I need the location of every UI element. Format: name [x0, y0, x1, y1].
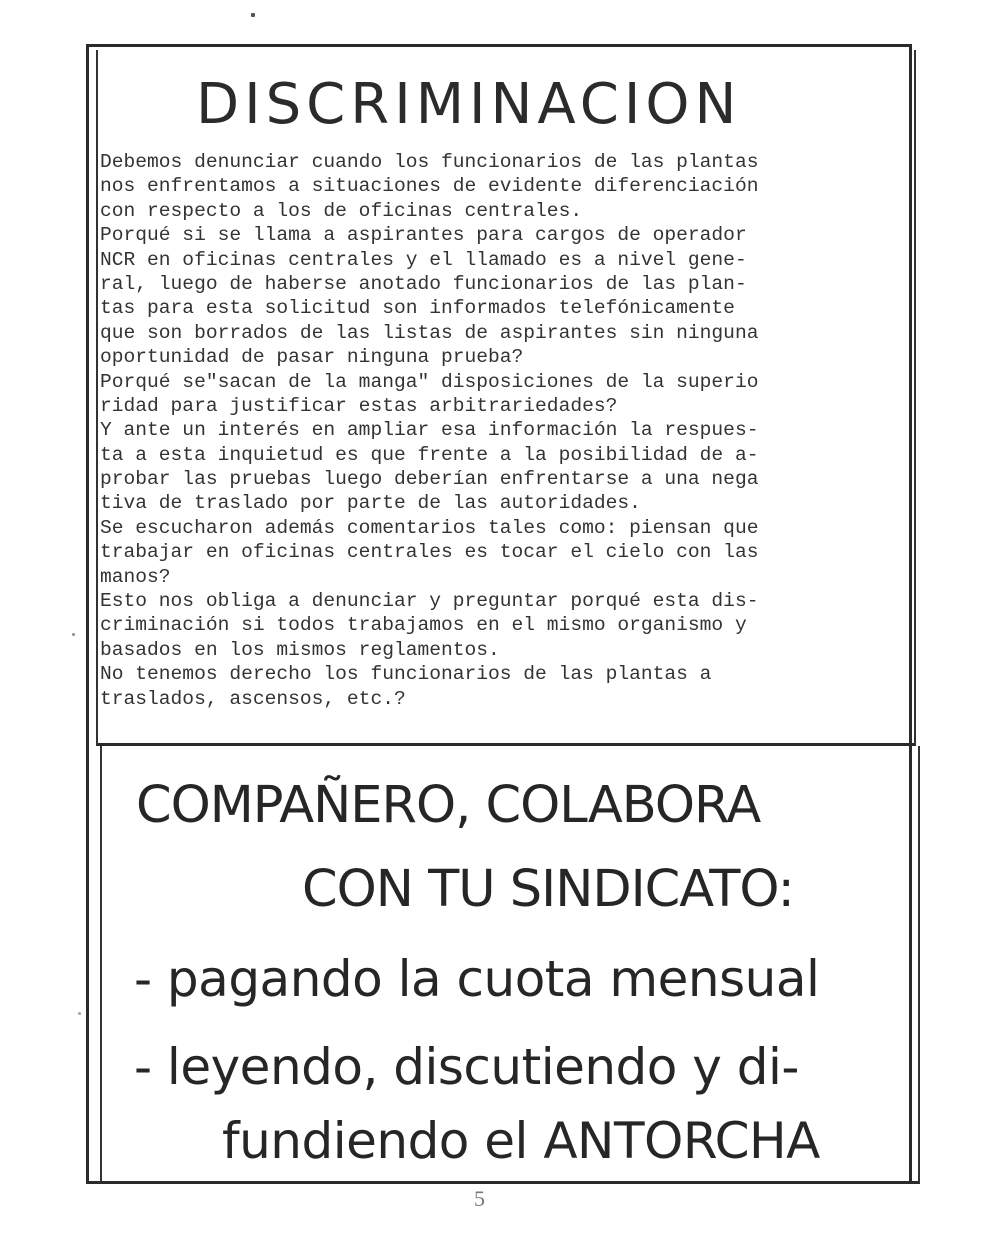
article-line: Debemos denunciar cuando los funcionarios de las plantas [100, 151, 759, 173]
article-line: Porqué se"sacan de la manga" disposiciones de la superio [100, 370, 759, 393]
print-speck [78, 1012, 81, 1015]
slogan-subheading: CON TU SINDICATO: [302, 860, 794, 919]
slogan-item-dues: - pagando la cuota mensual [134, 950, 820, 1008]
article-line: Y ante un interés en ampliar esa información la respues- [100, 419, 759, 442]
article-line: con respecto a los de oficinas centrales. [100, 199, 583, 222]
slogan-heading: COMPAÑERO, COLABORA [136, 776, 761, 835]
article-body [100, 150, 908, 711]
slogan-item-reading: - leyendo, discutiendo y di- [134, 1038, 799, 1096]
article-line: criminación si todos trabajamos en el mismo organismo y [100, 614, 747, 637]
article-line: ral, luego de haberse anotado funcionarios de las plan- [100, 272, 747, 295]
page-number: 5 [474, 1186, 485, 1211]
article-line: Se escucharon además comentarios tales como: piensan que [100, 516, 759, 539]
print-speck [72, 633, 75, 636]
article-line: que son borrados de las listas de aspirantes sin ninguna [100, 321, 759, 344]
article-line: tiva de traslado por parte de las autoridades. [100, 492, 641, 515]
article-title: DISCRIMINACION [196, 72, 742, 137]
article-line: No tenemos derecho los funcionarios de las plantas a [100, 663, 712, 686]
article-line: tas para esta solicitud son informados telefónicamente [100, 297, 735, 320]
article-line: oportunidad de pasar ninguna prueba? [100, 346, 524, 369]
article-line: traslados, ascensos, etc.? [100, 687, 406, 710]
article-line: nos enfrentamos a situaciones de evidente diferenciación [100, 175, 759, 198]
article-line: manos? [100, 565, 171, 588]
article-line: NCR en oficinas centrales y el llamado es a nivel gene- [100, 248, 747, 271]
article-line: ridad para justificar estas arbitrariedades? [100, 394, 618, 417]
article-line: basados en los mismos reglamentos. [100, 638, 500, 661]
article-line: ta a esta inquietud es que frente a la posibilidad de a- [100, 443, 759, 466]
article-line: probar las pruebas luego deberían enfrentarse a una nega [100, 468, 759, 491]
print-speck [251, 13, 255, 17]
slogan-item-reading-continued: fundiendo el ANTORCHA [222, 1112, 820, 1170]
article-line: Porqué si se llama a aspirantes para cargos de operador [100, 224, 747, 247]
article-line: trabajar en oficinas centrales es tocar el cielo con las [100, 541, 759, 564]
article-line: Esto nos obliga a denunciar y preguntar porqué esta dis- [100, 590, 759, 613]
